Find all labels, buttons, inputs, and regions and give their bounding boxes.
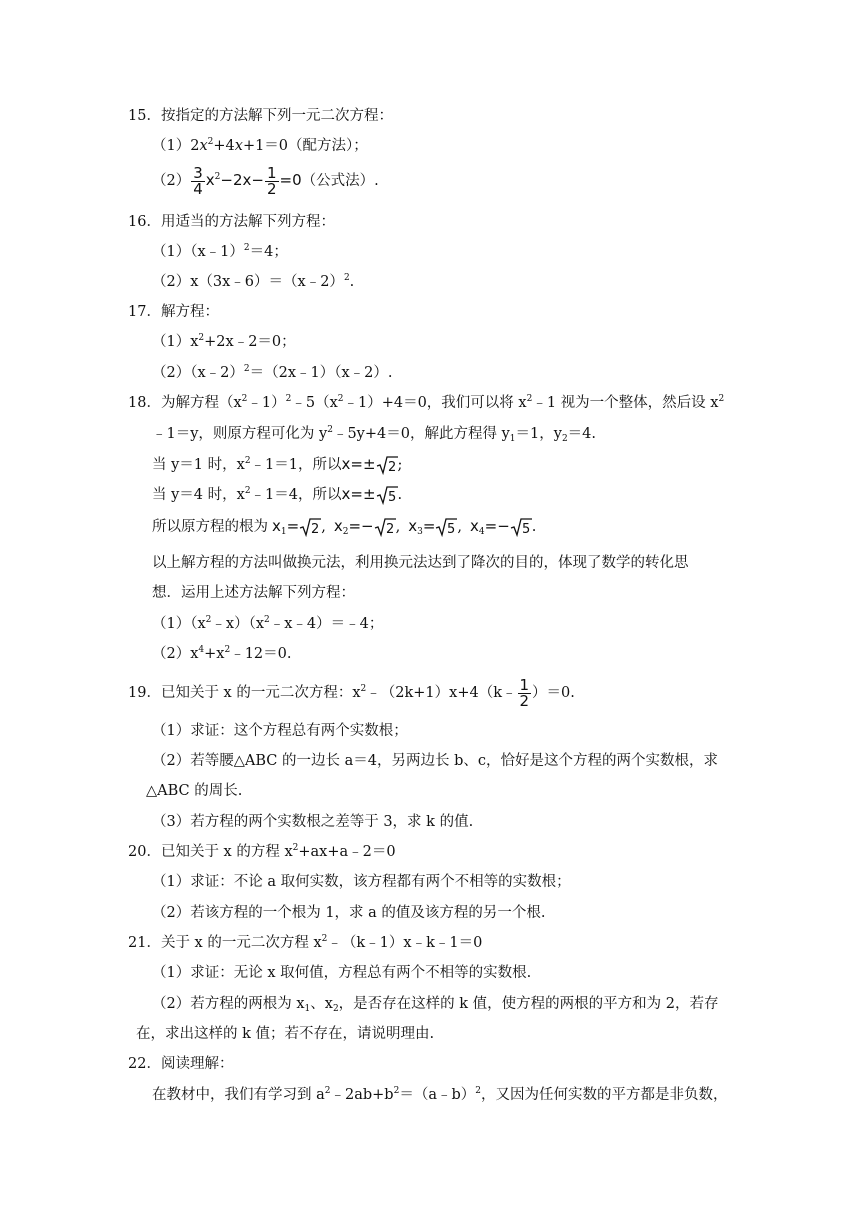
fraction-one-half: $\frac{1}{2}$ <box>266 163 277 198</box>
question-19-part-2-cont: △ABC 的周长. <box>146 783 243 799</box>
question-16-part-2: （2）x（3x﹣6）＝（x﹣2）$^2$. <box>152 273 355 290</box>
question-18-line-2: ﹣1＝y，则原方程可化为 $y^2﹣5y+4=0$，解此方程得 $y_1=1$，$y_2=4$. <box>152 425 597 444</box>
question-19-part-1: （1）求证：这个方程总有两个实数根； <box>152 723 408 739</box>
question-18-line-4: 当 y＝4 时，$x^2﹣1=4$，所以x=± 5 . <box>152 485 403 505</box>
question-21-part-1: （1）求证：无论 x 取何值，方程总有两个不相等的实数根. <box>152 965 532 981</box>
question-18-line-1: 18．为解方程$(x^2﹣1)^2﹣5(x^2﹣1)+4=0$，我们可以将 $x^2﹣1$ 视为一个整体，然后设 $x^2$ <box>128 394 725 411</box>
roots-list <box>268 519 536 535</box>
question-20-title: 20．已知关于 x 的方程 $x^2+ax+a﹣2=0$ <box>128 843 396 860</box>
question-15-part-1: $(1)2x^2+4x+1=0$（配方法）； <box>152 137 368 154</box>
svg-text:5: 5 <box>521 522 531 537</box>
question-21-part-2-cont: 在，求出这样的 k 值；若不存在，请说明理由. <box>136 1026 435 1042</box>
fraction-one-half: $\frac{1}{2}$ <box>519 675 530 710</box>
root-item: $x_2=-$ 2 , <box>333 517 401 537</box>
svg-text:5: 5 <box>447 522 456 537</box>
question-18-line-6: 以上解方程的方法叫做换元法，利用换元法达到了降次的目的，体现了数学的转化思 <box>152 555 689 571</box>
question-16-part-1: （1）（x﹣1）$^2$＝4； <box>152 243 288 260</box>
question-19-part-3: （3）若方程的两个实数根之差等于 3，求 k 的值. <box>152 814 474 830</box>
question-22-line-1: 在教材中，我们有学习到 $a^2﹣2ab+b^2=(a﹣b)^2$，又因为任何实数的平方都是非负数， <box>152 1086 728 1103</box>
question-18-part-1: $(1)(x^2﹣x)(x^2﹣x﹣4)=﹣4$； <box>152 615 384 632</box>
question-20-part-1: （1）求证：不论 a 取何实数，该方程都有两个不相等的实数根； <box>152 874 571 890</box>
square-root-symbol <box>374 517 396 537</box>
question-18-line-3: 当 y＝1 时，$x^2﹣1=1$，所以x=± 2 ; <box>152 455 403 475</box>
root-item: $x_4=-$ 5 . <box>470 517 537 537</box>
square-root-symbol <box>376 455 398 475</box>
question-16-title: 16．用适当的方法解下列方程： <box>128 214 335 230</box>
question-18-line-5: 所以原方程的根为 $x_1=$ 2 , $x_2=-$ 2 , $x_3=$ 5 , $x_4=-$ 5 . <box>152 517 537 537</box>
question-17-title: 17．解方程： <box>128 304 219 320</box>
square-root-symbol <box>435 517 457 537</box>
question-18-line-7: 想．运用上述方法解下列方程： <box>152 585 355 601</box>
question-19-title: 19．已知关于 x 的一元二次方程：$x^2﹣(2k+1)x+4(k﹣$ $\frac{1}{2}$ ）＝0. <box>128 675 575 710</box>
root-item: $x_1=$ 2 , <box>272 517 326 537</box>
question-19-part-2: （2）若等腰△ABC 的一边长 a＝4，另两边长 b、c，恰好是这个方程的两个实数根，求 <box>152 753 718 769</box>
question-15-title: 15．按指定的方法解下列一元二次方程： <box>128 108 393 124</box>
question-22-title: 22．阅读理解： <box>128 1056 234 1072</box>
square-root-symbol <box>510 517 532 537</box>
root-item: $x_3=$ 5 , <box>408 517 462 537</box>
question-21-title: 21．关于 x 的一元二次方程 $x^2﹣(k﹣1)x﹣k﹣1=0$ <box>128 934 483 951</box>
question-18-part-2: $(2)x^4+x^2﹣12=0$. <box>152 645 292 662</box>
svg-text:2: 2 <box>311 522 320 537</box>
square-root-symbol <box>376 485 398 505</box>
question-15-part-2: （2） $\frac{3}{4}$ $x^2-2x-$ $\frac{1}{2}$ =0（公式法）. <box>152 163 379 198</box>
svg-text:2: 2 <box>385 522 394 537</box>
square-root-symbol <box>299 517 321 537</box>
question-17-part-2: （2）（x﹣2）$^2$＝（2x﹣1）（x﹣2）. <box>152 364 393 381</box>
svg-text:2: 2 <box>387 460 396 475</box>
question-21-part-2: （2）若方程的两根为 $x_1$、$x_2$，是否存在这样的 k 值，使方程的两根的平方和为 2，若存 <box>152 996 719 1014</box>
question-20-part-2: （2）若该方程的一个根为 1，求 a 的值及该方程的另一个根. <box>152 905 546 921</box>
question-17-part-1: $(1)x^2+2x﹣2=0$； <box>152 333 296 350</box>
svg-text:5: 5 <box>387 490 396 505</box>
fraction-three-quarters: $\frac{3}{4}$ <box>193 163 203 198</box>
